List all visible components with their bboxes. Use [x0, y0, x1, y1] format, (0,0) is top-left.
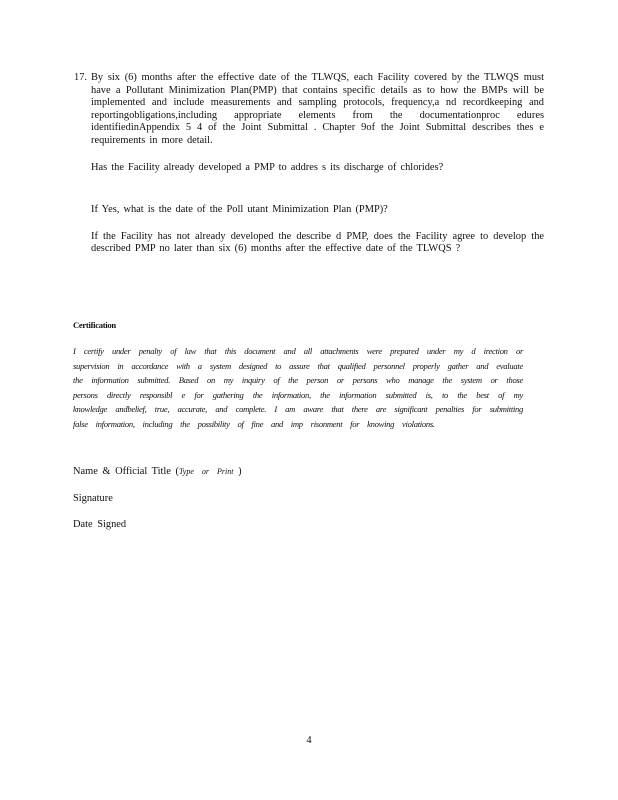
- question-pmp-developed: Has the Facility already developed a PMP to addres s its discharge of chlorides?: [91, 161, 444, 173]
- name-title-close: ): [238, 466, 242, 477]
- name-title-label: Name & Official Title (: [73, 466, 179, 477]
- page-number: 4: [306, 735, 312, 746]
- item-17-body: [91, 72, 544, 256]
- item-number: 17.: [74, 72, 87, 83]
- certification-statement: I certify under penalty of law that this document and all attachments were prepared under my d irection or supervision in accordance with a system designed to assure that qualified personnel properly gather and evaluate the information submitted. Based on my inquiry of the person or persons who manage the system or those persons directly responsibl e for gathering the information, the information submitted is, to the best of my knowledge andbelief, true, accurate, and complete. I am aware that there are significant penalties for submitting false information, including the possibility of fine and imp risonment for knowing violations.: [73, 346, 523, 429]
- certification-heading: Certification: [73, 320, 116, 330]
- date-signed-label: Date Signed: [73, 519, 127, 530]
- name-title-note: Type or Print: [178, 467, 234, 476]
- name-title-field: [73, 466, 242, 477]
- question-agree-develop-pmp: If the Facility has not already developed the describe d PMP, does the Facility agree to develop the described PMP no later than six (6) months after the effective date of the TLWQS ?: [91, 230, 544, 255]
- question-pmp-date: If Yes, what is the date of the Poll utant Minimization Plan (PMP)?: [91, 204, 388, 216]
- item-17: [74, 72, 544, 256]
- signature-label: Signature: [73, 493, 113, 504]
- pmp-requirement-paragraph: By six (6) months after the effective date of the TLWQS, each Facility covered by the TLWQS must have a Pollutant Minimization Plan(PMP) that contains specific details as to how the BMPs will be implemented and include measurements and sampling protocols, frequency,a nd recordkeeping and reportingobligations,including appropriate elements from the documentationproc edures identifiedinAppendix 5 4 of the Joint Submittal . Chapter 9of the Joint Submittal describes thes e requirements in more detail.: [91, 72, 544, 146]
